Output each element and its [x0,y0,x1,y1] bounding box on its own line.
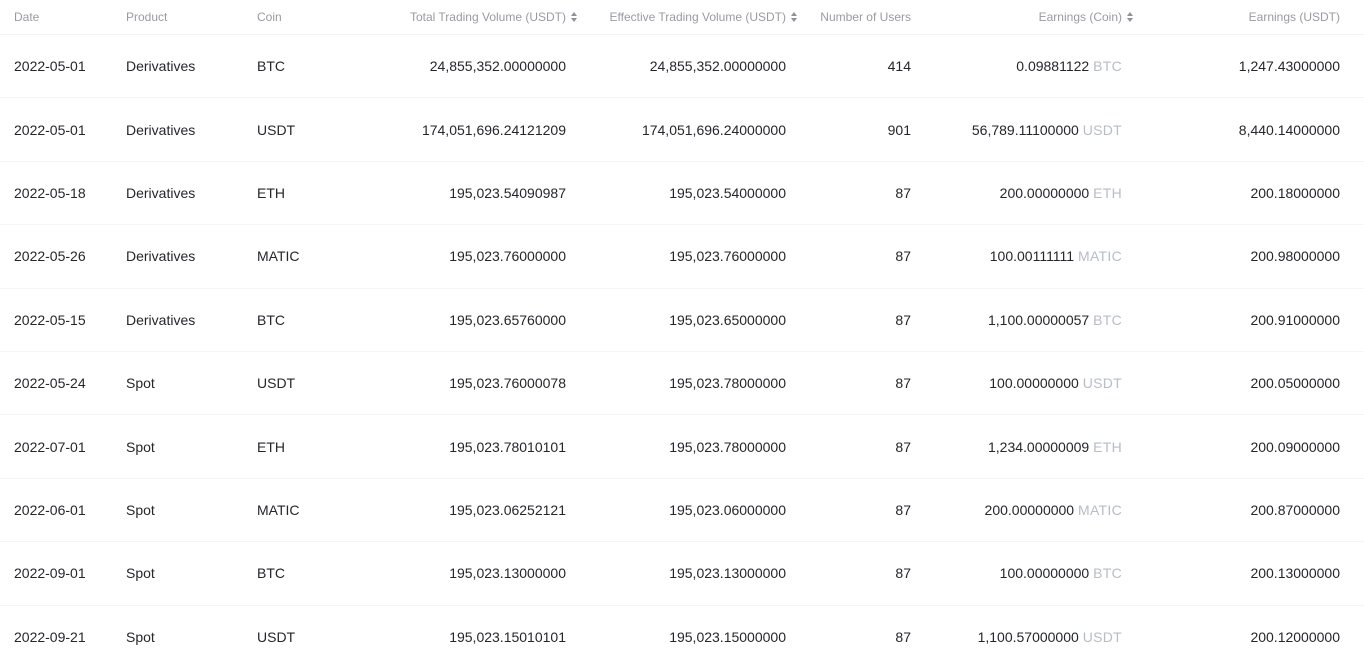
cell-effective-volume: 174,051,696.24000000 [578,98,798,161]
cell-users: 87 [798,225,911,288]
cell-effective-volume: 24,855,352.00000000 [578,35,798,98]
cell-users: 414 [798,35,911,98]
cell-effective-volume: 195,023.06000000 [578,478,798,541]
earnings-coin-unit: MATIC [1077,248,1122,265]
col-header-date: Date [0,0,126,35]
col-header-users: Number of Users [798,0,911,35]
col-header-total-volume-label: Total Trading Volume (USDT) [409,10,566,24]
cell-earnings-coin [911,351,1134,414]
earnings-coin-value: 0.09881122 [1016,58,1090,75]
cell-effective-volume: 195,023.76000000 [578,225,798,288]
cell-earnings-usdt: 200.91000000 [1134,288,1364,351]
cell-date: 2022-05-01 [0,35,126,98]
cell-coin: USDT [257,98,360,161]
cell-effective-volume: 195,023.15000000 [578,605,798,658]
cell-total-volume: 24,855,352.00000000 [360,35,578,98]
earnings-coin-value: 100.00111111 [989,248,1075,265]
earnings-coin-unit: MATIC [1077,501,1122,518]
cell-date: 2022-05-24 [0,351,126,414]
cell-coin: ETH [257,161,360,224]
col-header-effective-volume-label: Effective Trading Volume (USDT) [609,10,786,24]
sort-icon [571,12,578,22]
cell-product: Spot [126,478,257,541]
cell-total-volume: 195,023.76000000 [360,225,578,288]
col-header-earnings-usdt: Earnings (USDT) [1134,0,1364,35]
cell-date: 2022-07-01 [0,415,126,478]
cell-product: Spot [126,542,257,605]
cell-total-volume: 195,023.65760000 [360,288,578,351]
cell-date: 2022-09-01 [0,542,126,605]
cell-coin: USDT [257,351,360,414]
earnings-coin-unit: BTC [1093,58,1122,75]
cell-earnings-coin [911,478,1134,541]
cell-date: 2022-05-01 [0,98,126,161]
cell-total-volume: 195,023.54090987 [360,161,578,224]
col-header-coin: Coin [257,0,360,35]
earnings-coin-unit: USDT [1082,121,1122,138]
cell-total-volume: 195,023.76000078 [360,351,578,414]
cell-effective-volume: 195,023.54000000 [578,161,798,224]
cell-total-volume: 195,023.78010101 [360,415,578,478]
table-row [0,351,1364,414]
cell-effective-volume: 195,023.13000000 [578,542,798,605]
cell-earnings-coin [911,542,1134,605]
cell-earnings-coin [911,98,1134,161]
table-row [0,415,1364,478]
cell-earnings-coin [911,35,1134,98]
earnings-coin-value: 1,100.00000057 [987,311,1090,328]
earnings-coin-value: 1,100.57000000 [977,628,1079,645]
table-row [0,605,1364,658]
table-row [0,98,1364,161]
cell-earnings-usdt: 200.12000000 [1134,605,1364,658]
cell-earnings-coin [911,605,1134,658]
earnings-coin-value: 100.00000000 [989,375,1079,392]
cell-earnings-coin [911,161,1134,224]
cell-date: 2022-05-18 [0,161,126,224]
cell-earnings-usdt: 1,247.43000000 [1134,35,1364,98]
cell-users: 901 [798,98,911,161]
earnings-coin-unit: ETH [1093,438,1122,455]
cell-earnings-usdt: 200.09000000 [1134,415,1364,478]
sort-icon [1127,12,1134,22]
earnings-coin-value: 100.00000000 [999,565,1090,582]
earnings-coin-value: 200.00000000 [984,501,1075,518]
cell-users: 87 [798,478,911,541]
cell-users: 87 [798,415,911,478]
table-row [0,161,1364,224]
cell-earnings-usdt: 200.13000000 [1134,542,1364,605]
cell-earnings-usdt: 8,440.14000000 [1134,98,1364,161]
cell-product: Derivatives [126,98,257,161]
table-row [0,478,1364,541]
earnings-coin-unit: BTC [1093,565,1122,582]
cell-effective-volume: 195,023.78000000 [578,415,798,478]
cell-total-volume: 195,023.13000000 [360,542,578,605]
cell-coin: ETH [257,415,360,478]
cell-earnings-usdt: 200.18000000 [1134,161,1364,224]
col-header-effective-volume[interactable] [578,0,798,35]
header-row [0,0,1364,35]
earnings-coin-unit: BTC [1093,311,1122,328]
col-header-earnings-coin[interactable] [911,0,1134,35]
cell-coin: BTC [257,542,360,605]
cell-date: 2022-06-01 [0,478,126,541]
cell-users: 87 [798,288,911,351]
cell-total-volume: 174,051,696.24121209 [360,98,578,161]
cell-effective-volume: 195,023.78000000 [578,351,798,414]
cell-product: Spot [126,415,257,478]
cell-date: 2022-05-15 [0,288,126,351]
table-row [0,542,1364,605]
cell-total-volume: 195,023.06252121 [360,478,578,541]
table-row [0,288,1364,351]
earnings-coin-value: 56,789.11100000 [971,121,1079,138]
cell-users: 87 [798,542,911,605]
sort-icon [791,12,798,22]
cell-earnings-coin [911,288,1134,351]
earnings-coin-unit: USDT [1082,628,1122,645]
table-row [0,225,1364,288]
col-header-earnings-coin-label: Earnings (Coin) [1038,10,1122,24]
earnings-coin-value: 200.00000000 [999,184,1090,201]
earnings-coin-unit: USDT [1082,375,1122,392]
cell-earnings-coin [911,415,1134,478]
cell-effective-volume: 195,023.65000000 [578,288,798,351]
cell-coin: USDT [257,605,360,658]
earnings-coin-value: 1,234.00000009 [987,438,1090,455]
col-header-total-volume[interactable] [360,0,578,35]
cell-earnings-usdt: 200.98000000 [1134,225,1364,288]
cell-date: 2022-09-21 [0,605,126,658]
earnings-coin-unit: ETH [1093,184,1122,201]
cell-earnings-usdt: 200.05000000 [1134,351,1364,414]
cell-coin: MATIC [257,225,360,288]
col-header-product: Product [126,0,257,35]
cell-users: 87 [798,161,911,224]
cell-coin: BTC [257,35,360,98]
cell-earnings-coin [911,225,1134,288]
cell-product: Derivatives [126,288,257,351]
cell-users: 87 [798,351,911,414]
cell-product: Spot [126,605,257,658]
cell-product: Derivatives [126,161,257,224]
cell-coin: MATIC [257,478,360,541]
cell-total-volume: 195,023.15010101 [360,605,578,658]
cell-coin: BTC [257,288,360,351]
table-row [0,35,1364,98]
cell-product: Derivatives [126,225,257,288]
cell-users: 87 [798,605,911,658]
cell-earnings-usdt: 200.87000000 [1134,478,1364,541]
cell-product: Derivatives [126,35,257,98]
cell-product: Spot [126,351,257,414]
cell-date: 2022-05-26 [0,225,126,288]
